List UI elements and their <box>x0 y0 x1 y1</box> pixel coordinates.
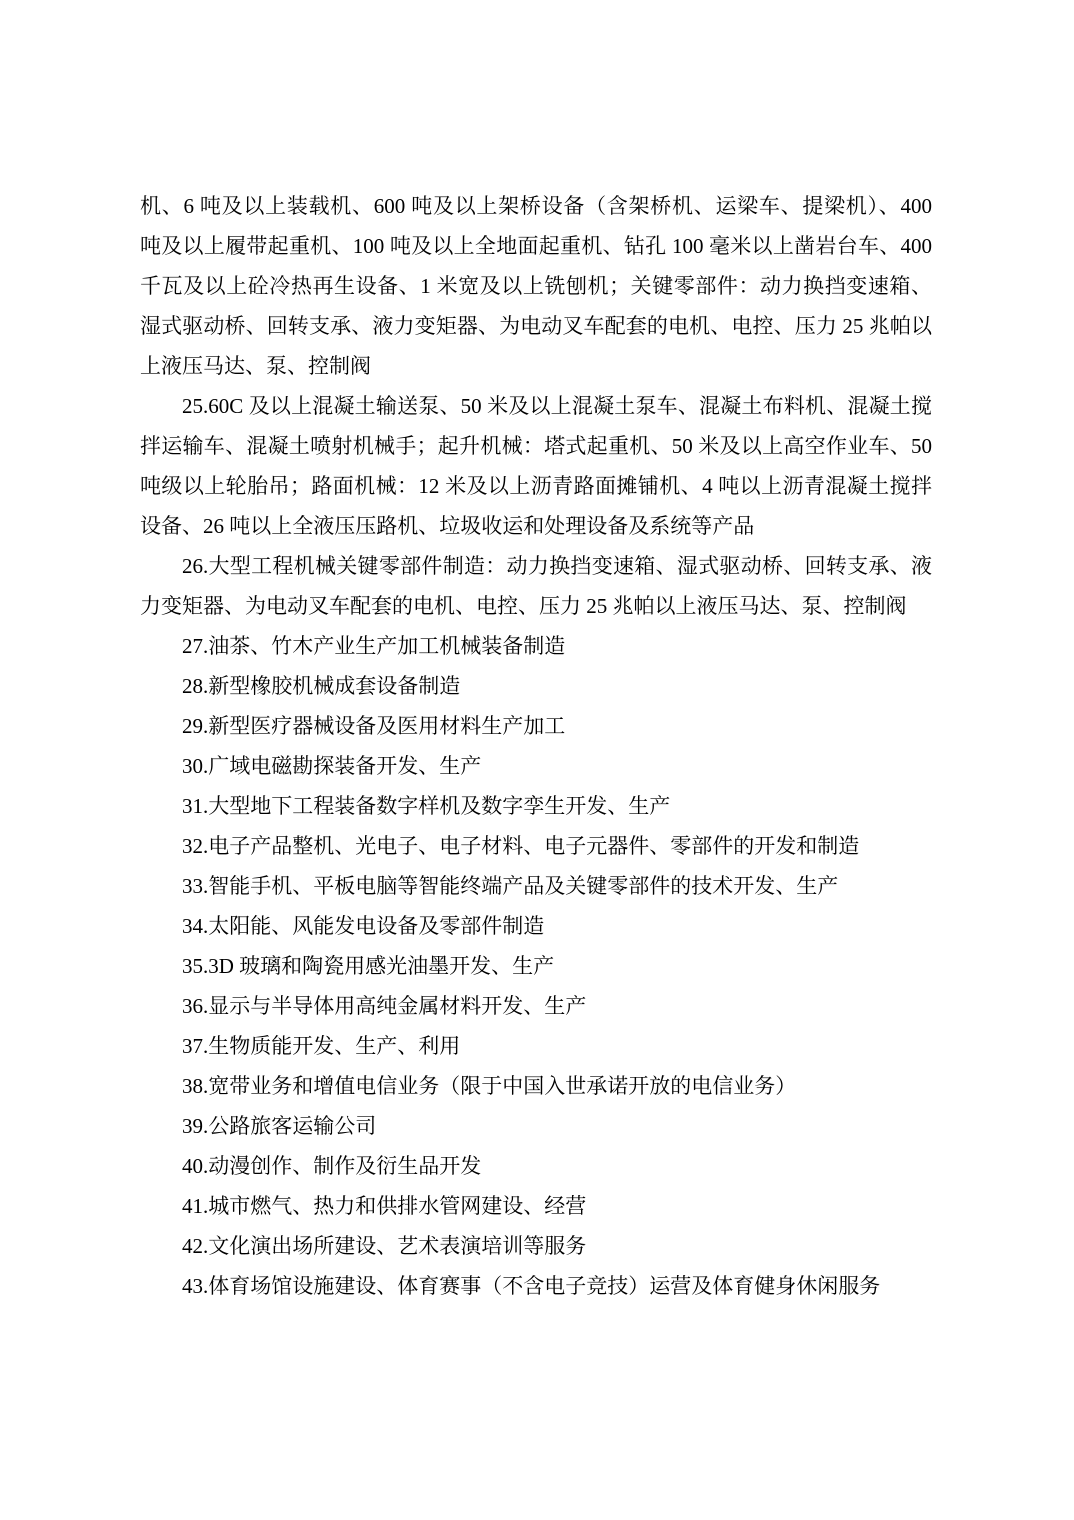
list-item-33: 33.智能手机、平板电脑等智能终端产品及关键零部件的技术开发、生产 <box>182 874 839 898</box>
list-item-37: 37.生物质能开发、生产、利用 <box>182 1034 461 1058</box>
list-item-32: 32.电子产品整机、光电子、电子材料、电子元器件、零部件的开发和制造 <box>182 834 860 858</box>
list-item-36: 36.显示与半导体用高纯金属材料开发、生产 <box>182 994 587 1018</box>
list-item-39: 39.公路旅客运输公司 <box>182 1114 377 1138</box>
list-item-40: 40.动漫创作、制作及衍生品开发 <box>182 1154 482 1178</box>
list-item-41: 41.城市燃气、热力和供排水管网建设、经营 <box>182 1194 587 1218</box>
list-item-27: 27.油茶、竹木产业生产加工机械装备制造 <box>182 634 566 658</box>
paragraph-continuation: 机、6 吨及以上装载机、600 吨及以上架桥设备（含架桥机、运梁车、提梁机）、400 吨及以上履带起重机、100 吨及以上全地面起重机、钻孔 100 毫米以上凿岩台车、400 千瓦及以上砼冷热再生设备、1 米宽及以上铣刨机；关键零部件：动力换挡变速箱、湿式驱动桥、回转支承、液力变矩器、为电动叉车配套的电机、电控、压力 25 兆帕以上液压马达、泵、控制阀 <box>140 194 932 378</box>
list-item-25: 25.60C 及以上混凝土输送泵、50 米及以上混凝土泵车、混凝土布料机、混凝土搅拌运输车、混凝土喷射机械手；起升机械：塔式起重机、50 米及以上高空作业车、50 吨级以上轮胎吊；路面机械：12 米及以上沥青路面摊铺机、4 吨以上沥青混凝土搅拌设备、26 吨以上全液压压路机、垃圾收运和处理设备及系统等产品 <box>140 394 932 538</box>
list-item-42: 42.文化演出场所建设、艺术表演培训等服务 <box>182 1234 587 1258</box>
list-item-35: 35.3D 玻璃和陶瓷用感光油墨开发、生产 <box>182 954 555 978</box>
list-item-31: 31.大型地下工程装备数字样机及数字孪生开发、生产 <box>182 794 671 818</box>
list-item-34: 34.太阳能、风能发电设备及零部件制造 <box>182 914 545 938</box>
list-item-30: 30.广域电磁勘探装备开发、生产 <box>182 754 482 778</box>
list-item-43: 43.体育场馆设施建设、体育赛事（不含电子竞技）运营及体育健身休闲服务 <box>182 1274 881 1298</box>
list-item-26: 26.大型工程机械关键零部件制造：动力换挡变速箱、湿式驱动桥、回转支承、液力变矩器、为电动叉车配套的电机、电控、压力 25 兆帕以上液压马达、泵、控制阀 <box>140 554 932 618</box>
list-item-29: 29.新型医疗器械设备及医用材料生产加工 <box>182 714 566 738</box>
list-item-28: 28.新型橡胶机械成套设备制造 <box>182 674 461 698</box>
document-body <box>140 186 932 1306</box>
list-item-38: 38.宽带业务和增值电信业务（限于中国入世承诺开放的电信业务） <box>182 1074 797 1098</box>
